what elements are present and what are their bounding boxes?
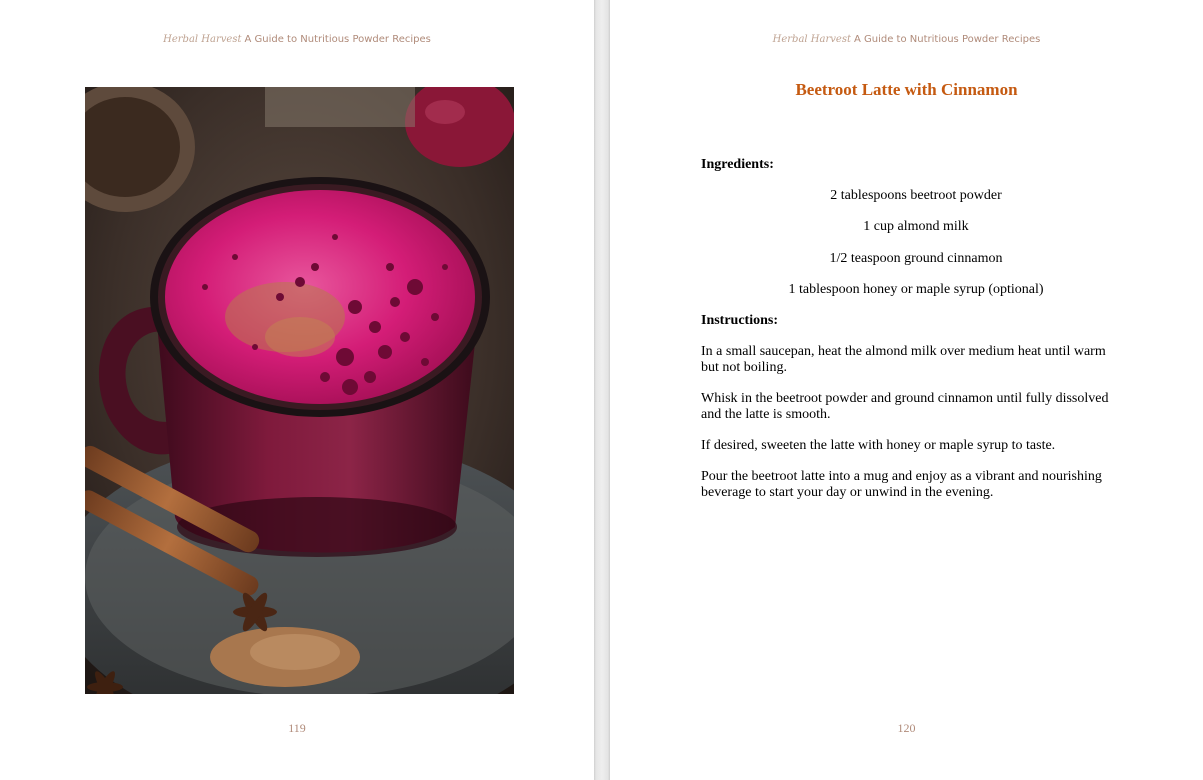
page-number-right: 120: [897, 721, 916, 735]
header-script-logo-right: Herbal Harvest: [772, 34, 851, 45]
ingredient-item: 1 tablespoon honey or maple syrup (optional): [788, 282, 1044, 297]
recipe-title: Beetroot Latte with Cinnamon: [795, 80, 1018, 99]
beetroot-latte-photo: [85, 87, 514, 694]
instructions-heading: Instructions:: [701, 313, 779, 328]
running-header-right: [610, 34, 1203, 45]
ingredient-item: 1 cup almond milk: [863, 219, 969, 234]
header-subtitle-right: A Guide to Nutritious Powder Recipes: [853, 34, 1041, 45]
ingredient-item: 2 tablespoons beetroot powder: [830, 188, 1002, 203]
right-page: [610, 0, 1203, 780]
left-page: [0, 0, 594, 780]
instruction-step: Pour the beetroot latte into a mug and enjoy as a vibrant and nourishing beverage to start your day or unwind in the evening.: [701, 469, 1102, 500]
page-gutter: [594, 0, 610, 780]
ingredients-heading: Ingredients:: [701, 157, 774, 172]
instruction-step: Whisk in the beetroot powder and ground cinnamon until fully dissolved and the latte is smooth.: [701, 391, 1109, 422]
ingredient-item: 1/2 teaspoon ground cinnamon: [829, 251, 1003, 266]
instruction-step: In a small saucepan, heat the almond milk over medium heat until warm but not boiling.: [701, 344, 1106, 375]
header-script-logo: Herbal Harvest: [163, 34, 242, 45]
running-header: [0, 34, 594, 45]
page-number-left: 119: [288, 721, 306, 735]
header-subtitle: A Guide to Nutritious Powder Recipes: [244, 34, 431, 45]
instruction-step: If desired, sweeten the latte with honey or maple syrup to taste.: [701, 438, 1056, 453]
